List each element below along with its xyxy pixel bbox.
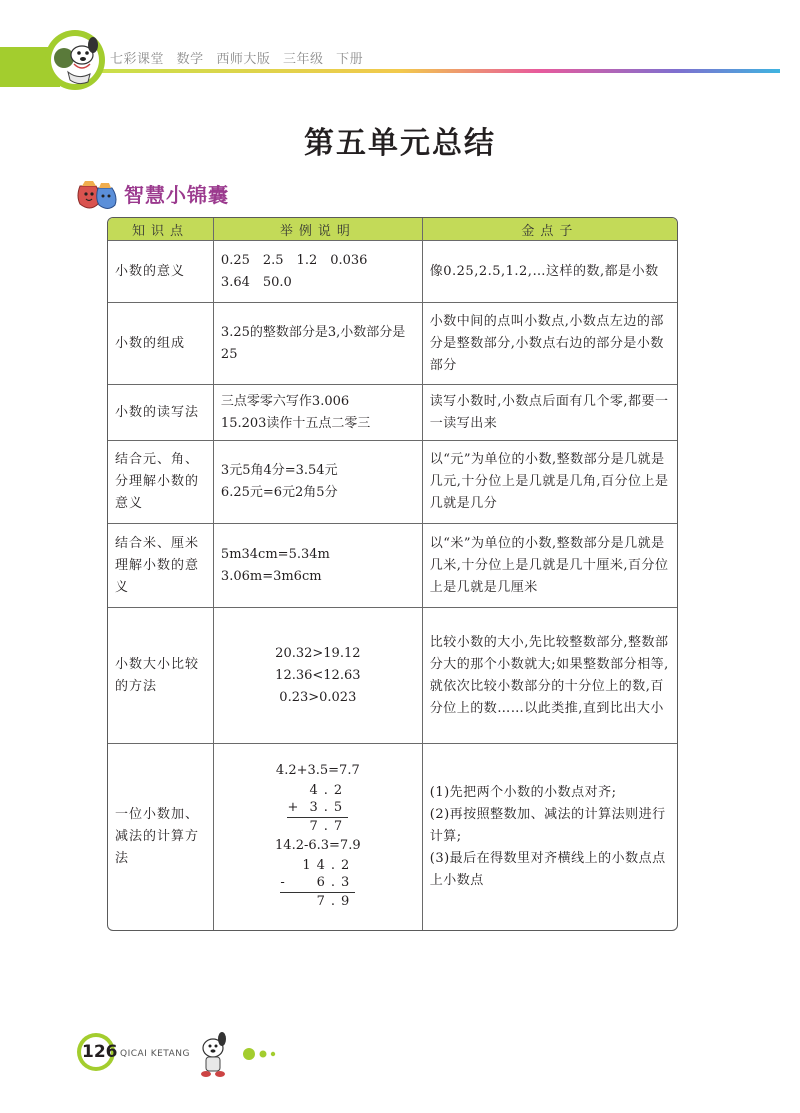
example-line: 3元5角4分=3.54元	[220, 463, 338, 478]
vertical-top-number: 14.2	[302, 858, 356, 873]
example-line: 3.64 50.0	[220, 274, 292, 290]
row-example	[214, 441, 423, 524]
row-tip: 以“米”为单位的小数,整数部分是几就是几米,十分位上是几就是几十厘米,百分位上是几就是几厘米	[423, 524, 677, 608]
edition: 西师大版	[216, 52, 271, 67]
example-line: 12.36<12.63	[275, 667, 361, 683]
footer-dot-icon	[260, 1051, 267, 1058]
row-topic: 一位小数加、减法的计算方法	[108, 744, 214, 930]
tip-line: (2)再按照整数加、减法的计算法则进行计算;	[429, 807, 666, 844]
grade: 三年级	[282, 52, 324, 67]
page-title: 第五单元总结	[304, 126, 496, 161]
row-topic: 小数的组成	[108, 303, 214, 385]
table-header-row	[108, 218, 677, 241]
footer-dot-icon	[243, 1048, 255, 1060]
row-tip: 比较小数的大小,先比较整数部分,整数部分大的那个小数就大;如果整数部分相等,就依次比较小数部分的十分位上的数,百分位上的数……以此类推,直到比出大小	[423, 608, 677, 744]
vertical-addition	[287, 782, 348, 835]
vertical-second-row	[287, 799, 348, 816]
table-row	[108, 241, 677, 303]
subject: 数学	[176, 52, 204, 67]
table-row	[108, 303, 677, 385]
column-header-topic: 知识点	[108, 218, 214, 241]
row-tip	[423, 744, 677, 930]
row-example	[214, 385, 423, 441]
page-header	[0, 0, 800, 100]
row-topic: 小数的读写法	[108, 385, 214, 441]
row-tip: 读写小数时,小数点后面有几个零,都要一一读写出来	[423, 385, 677, 441]
example-line: 14.2-6.3=7.9	[275, 838, 361, 853]
volume: 下册	[336, 52, 364, 67]
row-tip: 小数中间的点叫小数点,小数点左边的部分是整数部分,小数点右边的部分是小数部分	[423, 303, 677, 385]
row-example	[214, 744, 423, 930]
row-tip: 以“元”为单位的小数,整数部分是几就是几元,十分位上是几就是几角,百分位上是几就是几分	[423, 441, 677, 524]
table-row	[108, 608, 677, 744]
section-title: 智慧小锦囊	[124, 183, 229, 207]
footer-decoration	[70, 1030, 770, 1090]
header-series-line	[110, 48, 371, 67]
row-topic: 结合元、角、分理解小数的意义	[108, 441, 214, 524]
row-example: 3.25的整数部分是3,小数部分是25	[214, 303, 423, 385]
row-example	[214, 241, 423, 303]
table-row	[108, 744, 677, 930]
vertical-second-number: 3.5	[309, 800, 349, 815]
example-line: 5m34cm=5.34m	[220, 546, 330, 562]
knowledge-summary-table	[107, 217, 678, 931]
tip-line: (1)先把两个小数的小数点对齐;	[429, 785, 617, 800]
example-line: 0.23>0.023	[279, 689, 357, 705]
vertical-second-row	[280, 874, 355, 891]
example-line: 4.2+3.5=7.7	[275, 763, 360, 778]
example-line: 3.06m=3m6cm	[220, 568, 322, 584]
minus-operator: -	[280, 875, 291, 890]
vertical-second-number: 6.3	[316, 875, 356, 890]
example-line: 6.25元=6元2角5分	[220, 485, 338, 500]
vertical-result: 7.9	[316, 894, 356, 909]
example-line: 三点零零六写作3.006	[220, 393, 350, 409]
table-row	[108, 524, 677, 608]
row-tip: 像0.25,2.5,1.2,…这样的数,都是小数	[423, 241, 677, 303]
column-header-example: 举例说明	[214, 218, 423, 241]
vertical-result: 7.7	[309, 819, 349, 834]
table-row	[108, 441, 677, 524]
vertical-subtraction	[280, 857, 355, 910]
row-topic: 结合米、厘米理解小数的意义	[108, 524, 214, 608]
page-number: 126	[82, 1042, 118, 1062]
example-line: 15.203读作十五点二零三	[220, 415, 371, 431]
mascot-footer-icon	[201, 1032, 226, 1077]
footer-dot-icon	[271, 1052, 275, 1056]
row-example	[214, 608, 423, 744]
lucky-bag-icon	[70, 172, 122, 212]
page-footer	[70, 1030, 770, 1090]
row-example	[214, 524, 423, 608]
row-topic: 小数的意义	[108, 241, 214, 303]
example-line: 20.32>19.12	[275, 645, 361, 661]
series-name: 七彩课堂	[110, 52, 165, 67]
table-row	[108, 385, 677, 441]
footer-brand: QICAI KETANG	[120, 1049, 190, 1059]
row-topic: 小数大小比较的方法	[108, 608, 214, 744]
vertical-top-number: 4.2	[309, 783, 349, 798]
column-header-tip: 金点子	[423, 218, 677, 241]
plus-operator: +	[287, 800, 305, 815]
example-line: 0.25 2.5 1.2 0.036	[220, 252, 368, 268]
tip-line: (3)最后在得数里对齐横线上的小数点点上小数点	[429, 851, 666, 888]
